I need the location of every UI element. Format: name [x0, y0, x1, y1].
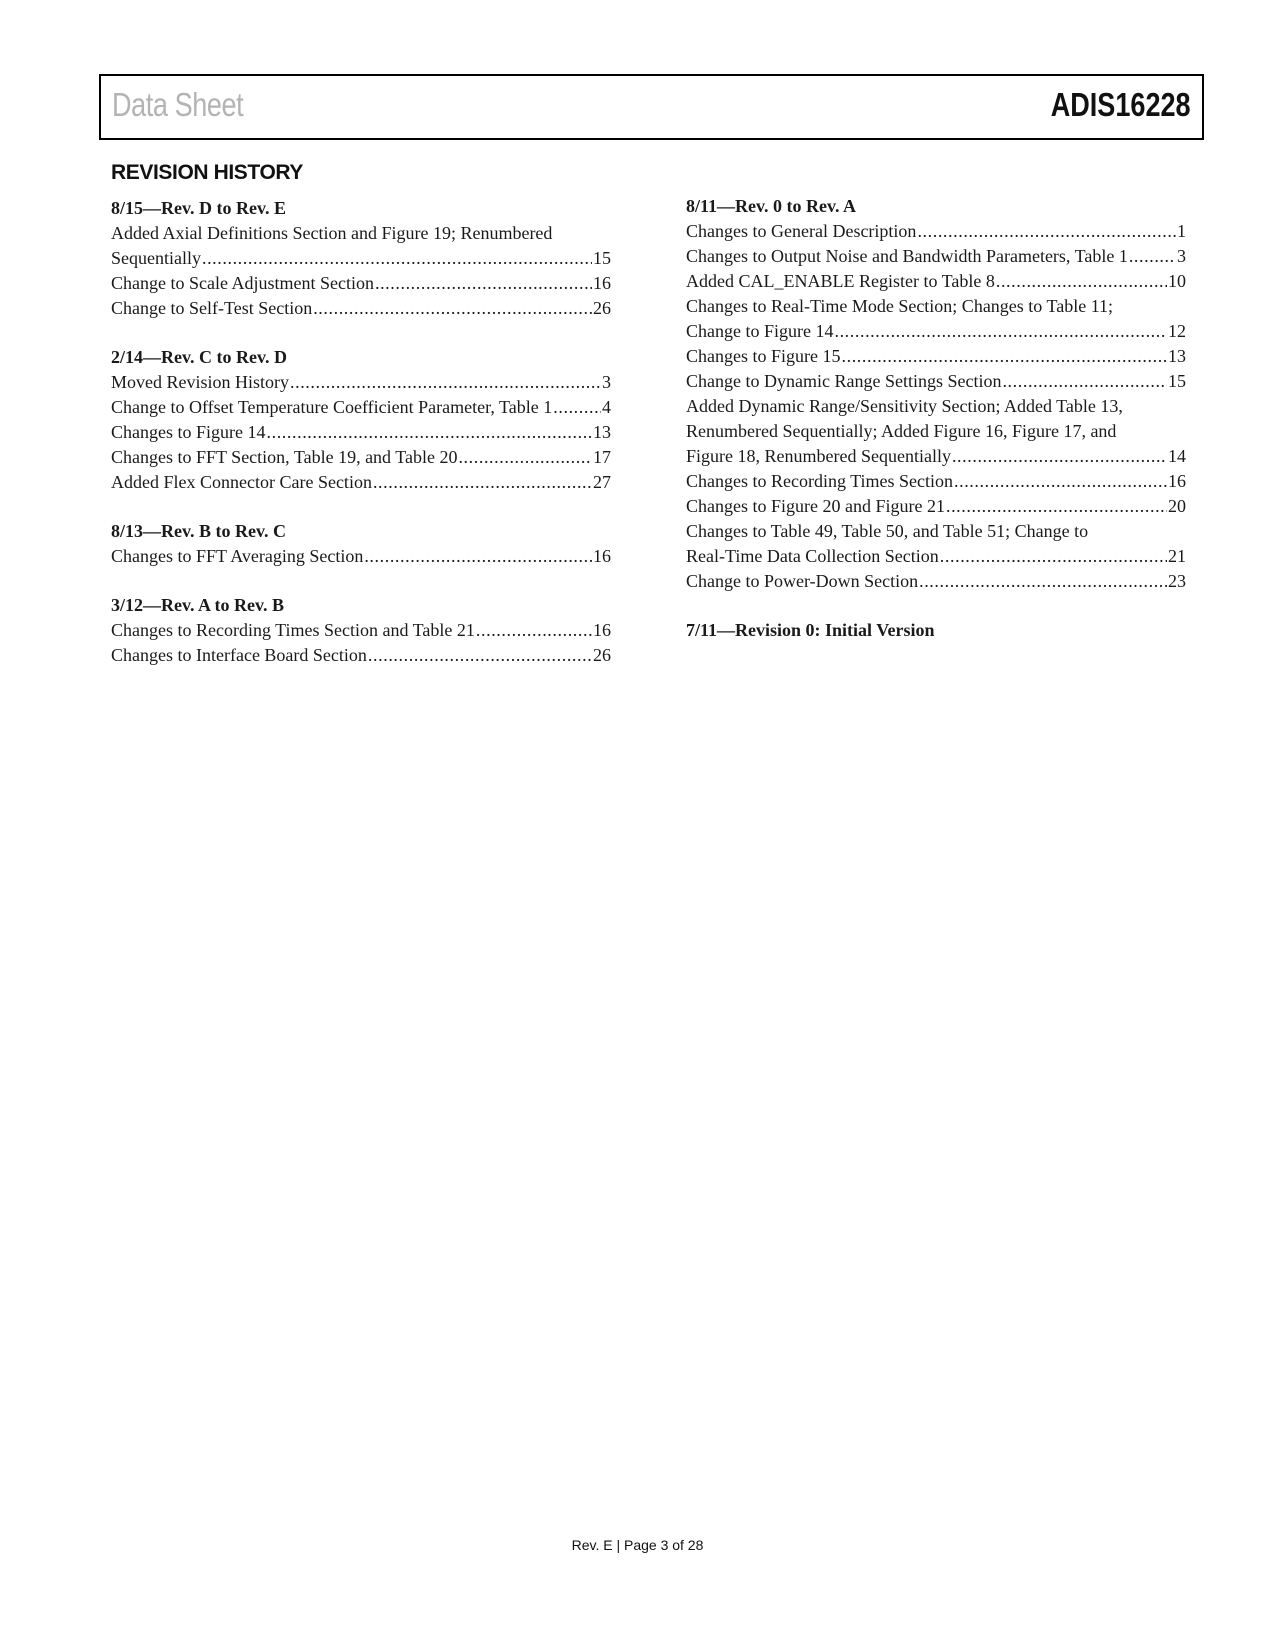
revision-heading: 8/13—Rev. B to Rev. C	[111, 521, 286, 541]
revision-entry	[686, 569, 1186, 594]
entry-text: Real-Time Data Collection Section	[686, 546, 939, 566]
dot-leader	[267, 420, 593, 445]
revision-entry	[111, 445, 611, 470]
page-footer: Rev. E | Page 3 of 28	[571, 1537, 704, 1553]
entry-text: Changes to FFT Section, Table 19, and Table 20	[111, 447, 458, 467]
entry-page-number: 23	[1168, 571, 1186, 591]
entry-page-number: 13	[593, 422, 611, 442]
header-document-type: Data Sheet	[112, 86, 244, 123]
entry-text: Changes to FFT Averaging Section	[111, 546, 364, 566]
entry-text: Changes to General Description	[686, 221, 917, 241]
revision-heading: 3/12—Rev. A to Rev. B	[111, 595, 285, 615]
revision-entry	[686, 344, 1186, 369]
entry-page-number: 13	[1168, 346, 1186, 366]
revision-entry	[686, 544, 1186, 569]
revision-block	[111, 593, 611, 668]
entry-text: Change to Self-Test Section	[111, 298, 313, 318]
revision-entry	[686, 219, 1186, 244]
revision-entry	[686, 319, 1186, 344]
entry-page-number: 16	[593, 546, 611, 566]
entry-text: Change to Offset Temperature Coefficient Parameter, Table 1	[111, 397, 553, 417]
entry-page-number: 14	[1168, 446, 1186, 466]
entry-page-number: 15	[593, 248, 611, 268]
entry-page-number: 1	[1177, 221, 1186, 241]
revision-entry	[686, 444, 1186, 469]
revision-entry	[686, 244, 1186, 269]
entry-page-number: 27	[593, 472, 611, 492]
entry-page-number: 4	[602, 397, 611, 417]
revision-heading: 8/11—Rev. 0 to Rev. A	[686, 196, 856, 216]
entry-text-line: Changes to Real-Time Mode Section; Changes to Table 11;	[686, 296, 1114, 316]
entry-text: Changes to Output Noise and Bandwidth Parameters, Table 1	[686, 246, 1128, 266]
revision-entry	[111, 420, 611, 445]
revision-block	[111, 519, 611, 569]
dot-leader	[917, 219, 1176, 244]
revision-entry	[111, 618, 611, 643]
revision-entry	[686, 269, 1186, 294]
section-title: REVISION HISTORY	[111, 161, 303, 184]
entry-page-number: 3	[602, 372, 611, 392]
dot-leader	[202, 246, 592, 271]
entry-page-number: 17	[593, 447, 611, 467]
entry-text-line: Added Dynamic Range/Sensitivity Section; Added Table 13,	[686, 396, 1123, 416]
dot-leader	[919, 569, 1167, 594]
entry-text: Figure 18, Renumbered Sequentially	[686, 446, 951, 466]
revision-block	[111, 345, 611, 495]
entry-text: Added Flex Connector Care Section	[111, 472, 372, 492]
revision-entry	[111, 271, 611, 296]
dot-leader	[476, 618, 592, 643]
revision-entry	[111, 470, 611, 495]
entry-page-number: 15	[1168, 371, 1186, 391]
dot-leader	[946, 494, 1167, 519]
revision-entry	[686, 494, 1186, 519]
dot-leader	[1002, 369, 1167, 394]
entry-page-number: 16	[593, 273, 611, 293]
revision-block	[686, 618, 1186, 643]
entry-text: Changes to Figure 20 and Figure 21	[686, 496, 945, 516]
dot-leader	[313, 296, 592, 321]
revision-column-left	[111, 196, 611, 692]
revision-block	[111, 196, 611, 321]
revision-entry	[111, 296, 611, 321]
entry-text: Changes to Figure 14	[111, 422, 266, 442]
entry-page-number: 12	[1168, 321, 1186, 341]
revision-block	[686, 194, 1186, 594]
entry-text: Sequentially	[111, 248, 201, 268]
entry-text: Changes to Figure 15	[686, 346, 841, 366]
dot-leader	[954, 469, 1167, 494]
revision-entry	[686, 469, 1186, 494]
revision-entry	[111, 643, 611, 668]
entry-page-number: 3	[1177, 246, 1186, 266]
revision-entry	[111, 370, 611, 395]
dot-leader	[368, 643, 592, 668]
entry-text: Change to Figure 14	[686, 321, 834, 341]
entry-text: Change to Power-Down Section	[686, 571, 919, 591]
entry-text: Moved Revision History	[111, 372, 289, 392]
dot-leader	[940, 544, 1167, 569]
revision-heading: 8/15—Rev. D to Rev. E	[111, 198, 286, 218]
dot-leader	[375, 271, 592, 296]
header-part-number: ADIS16228	[1051, 86, 1191, 123]
revision-entry	[111, 246, 611, 271]
entry-text-line: Added Axial Definitions Section and Figure 19; Renumbered	[111, 223, 553, 243]
dot-leader	[842, 344, 1168, 369]
entry-text: Changes to Interface Board Section	[111, 645, 367, 665]
dot-leader	[1129, 244, 1176, 269]
dot-leader	[834, 319, 1167, 344]
entry-page-number: 10	[1168, 271, 1186, 291]
dot-leader	[373, 470, 592, 495]
entry-page-number: 26	[593, 298, 611, 318]
dot-leader	[996, 269, 1167, 294]
revision-entry	[111, 395, 611, 420]
revision-heading: 2/14—Rev. C to Rev. D	[111, 347, 287, 367]
dot-leader	[952, 444, 1167, 469]
revision-heading: 7/11—Revision 0: Initial Version	[686, 620, 935, 640]
entry-page-number: 20	[1168, 496, 1186, 516]
revision-entry	[686, 369, 1186, 394]
entry-text-line: Renumbered Sequentially; Added Figure 16, Figure 17, and	[686, 421, 1117, 441]
dot-leader	[290, 370, 601, 395]
entry-text: Change to Dynamic Range Settings Section	[686, 371, 1002, 391]
entry-page-number: 21	[1168, 546, 1186, 566]
dot-leader	[553, 395, 601, 420]
revision-entry	[111, 544, 611, 569]
entry-text-line: Changes to Table 49, Table 50, and Table 51; Change to	[686, 521, 1089, 541]
entry-text: Added CAL_ENABLE Register to Table 8	[686, 271, 995, 291]
revision-column-right	[686, 194, 1186, 667]
entry-text: Change to Scale Adjustment Section	[111, 273, 374, 293]
entry-page-number: 16	[1168, 471, 1186, 491]
dot-leader	[364, 544, 592, 569]
page-header	[99, 74, 1204, 140]
entry-text: Changes to Recording Times Section	[686, 471, 953, 491]
entry-page-number: 16	[593, 620, 611, 640]
entry-page-number: 26	[593, 645, 611, 665]
dot-leader	[458, 445, 592, 470]
entry-text: Changes to Recording Times Section and Table 21	[111, 620, 475, 640]
